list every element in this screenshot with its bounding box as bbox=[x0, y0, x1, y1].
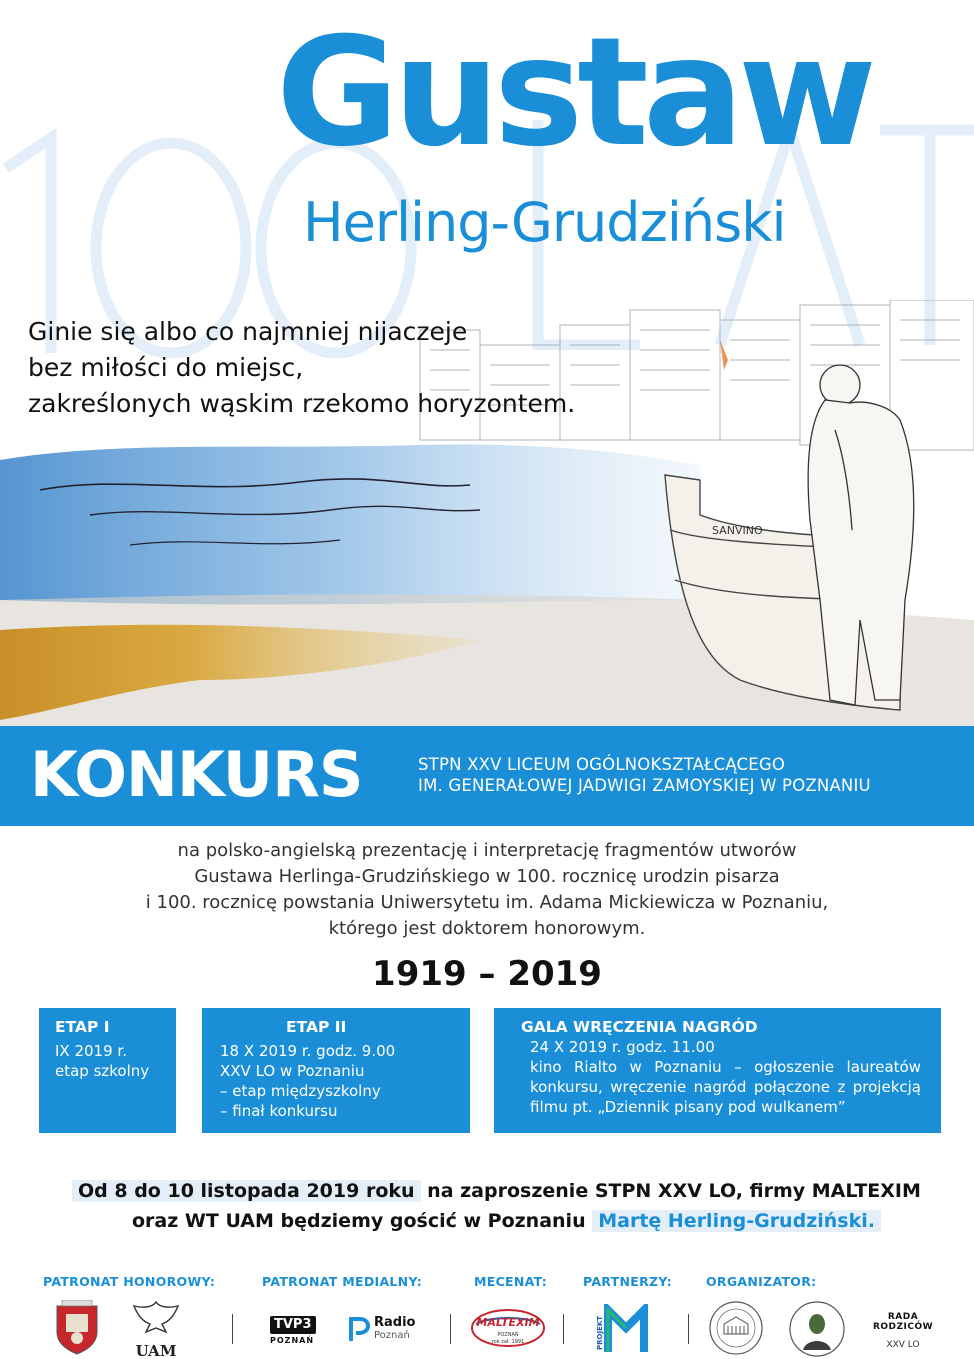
label-organizator: ORGANIZATOR: bbox=[706, 1274, 817, 1289]
years-heading: 1919 – 2019 bbox=[372, 954, 602, 994]
rada-rodzicow-logo bbox=[858, 1312, 948, 1350]
invitation-dates: Od 8 do 10 listopada 2019 roku bbox=[72, 1180, 421, 1202]
boat-name: SANVINO bbox=[712, 524, 763, 537]
etap-2-box bbox=[202, 1008, 470, 1133]
projekt-text: PROJEKT bbox=[596, 1315, 604, 1350]
description-line: na polsko-angielską prezentację i interpretację fragmentów utworów bbox=[177, 840, 797, 861]
radio-r-icon bbox=[348, 1316, 370, 1342]
projekt-m-logo bbox=[594, 1304, 658, 1358]
organizer-line: STPN XXV LICEUM OGÓLNOKSZTAŁCĄCEGO bbox=[418, 755, 786, 774]
maltexim-sub2: rok zał. 1991 bbox=[491, 1339, 525, 1345]
radio-text-1: Radio bbox=[374, 1315, 416, 1330]
etap-1-box bbox=[39, 1008, 176, 1133]
organizer-name bbox=[418, 754, 871, 796]
quote bbox=[28, 314, 575, 422]
quote-line: Ginie się albo co najmniej nijaczeje bbox=[28, 317, 468, 346]
title-herling-grudzinski: Herling-Grudziński bbox=[303, 191, 786, 254]
patron-portrait-seal-icon bbox=[786, 1300, 848, 1358]
quote-line: zakreślonych wąskim rzekomo horyzontem. bbox=[28, 389, 576, 418]
separator bbox=[563, 1314, 564, 1344]
invitation-line-text: oraz WT UAM będziemy gościć w Poznaniu bbox=[132, 1210, 593, 1232]
tvp3-block bbox=[270, 1316, 316, 1334]
etap-line: – etap międzyszkolny bbox=[220, 1082, 381, 1100]
etap-heading: ETAP I bbox=[55, 1018, 110, 1036]
etap-heading: GALA WRĘCZENIA NAGRÓD bbox=[521, 1018, 758, 1036]
guest-name: Martę Herling-Grudziński. bbox=[592, 1210, 881, 1232]
uam-eagle-icon bbox=[128, 1298, 184, 1359]
contest-description bbox=[0, 838, 974, 942]
label-patronat-medialny: PATRONAT MEDIALNY: bbox=[262, 1274, 423, 1289]
separator bbox=[450, 1314, 451, 1344]
konkurs-banner bbox=[0, 726, 974, 826]
label-partnerzy: PARTNERZY: bbox=[583, 1274, 672, 1289]
separator bbox=[688, 1314, 689, 1344]
etap-line: konkursu, wręczenie nagród połączone z projekcją bbox=[530, 1078, 921, 1096]
organizer-line: IM. GENERAŁOWEJ JADWIGI ZAMOYSKIEJ W POZNANIU bbox=[418, 776, 871, 795]
quote-line: bez miłości do miejsc, bbox=[28, 353, 304, 382]
invitation-line-1 bbox=[72, 1176, 921, 1206]
etap-heading: ETAP II bbox=[286, 1018, 347, 1036]
etap-line: IX 2019 r. bbox=[55, 1042, 127, 1060]
tvp3-subtitle: POZNAŃ bbox=[270, 1336, 315, 1345]
label-patronat-honorowy: PATRONAT HONOROWY: bbox=[43, 1274, 216, 1289]
maltexim-text: MALTEXIM bbox=[476, 1316, 540, 1329]
invitation-line-2 bbox=[132, 1206, 881, 1236]
gala-details bbox=[521, 1037, 921, 1117]
school-seal-icon bbox=[708, 1300, 764, 1356]
etap-line: etap szkolny bbox=[55, 1062, 150, 1080]
tvp3-poznan-logo bbox=[270, 1316, 316, 1345]
maltexim-sub: POZNAŃ bbox=[497, 1332, 519, 1338]
konkurs-title: KONKURS bbox=[30, 738, 363, 811]
etap-line: kino Rialto w Poznaniu – ogłoszenie laureatów bbox=[530, 1058, 921, 1076]
label-mecenat: MECENAT: bbox=[474, 1274, 548, 1289]
tvp3-text: TVP3 bbox=[270, 1316, 316, 1334]
etap-line: 18 X 2019 r. godz. 9.00 bbox=[220, 1042, 396, 1060]
radio-poznan-logo bbox=[348, 1316, 415, 1342]
maltexim-logo bbox=[470, 1306, 546, 1354]
etap-line: – finał konkursu bbox=[220, 1102, 338, 1120]
uam-text: UAM bbox=[135, 1342, 177, 1359]
description-line: i 100. rocznicę powstania Uniwersytetu im. Adama Mickiewicza w Poznaniu, bbox=[145, 892, 829, 913]
radio-text bbox=[374, 1316, 415, 1342]
etap-line: 24 X 2019 r. godz. 11.00 bbox=[530, 1038, 715, 1056]
etap-line: XXV LO w Poznaniu bbox=[220, 1062, 365, 1080]
title-gustaw: Gustaw bbox=[276, 6, 871, 180]
poznan-coat-of-arms-icon bbox=[52, 1300, 102, 1356]
rada-sub: XXV LO bbox=[886, 1340, 920, 1350]
gala-box bbox=[494, 1008, 941, 1133]
rada-text: RADA RODZICÓW bbox=[872, 1312, 934, 1332]
separator bbox=[232, 1314, 233, 1344]
description-line: którego jest doktorem honorowym. bbox=[328, 918, 646, 939]
invitation-rest: na zaproszenie STPN XXV LO, firmy MALTEXIM bbox=[420, 1180, 921, 1202]
radio-text-2: Poznań bbox=[374, 1330, 410, 1341]
etap-line: filmu pt. „Dziennik pisany pod wulkanem” bbox=[530, 1098, 846, 1116]
description-line: Gustawa Herlinga-Grudzińskiego w 100. rocznicę urodzin pisarza bbox=[194, 866, 780, 887]
